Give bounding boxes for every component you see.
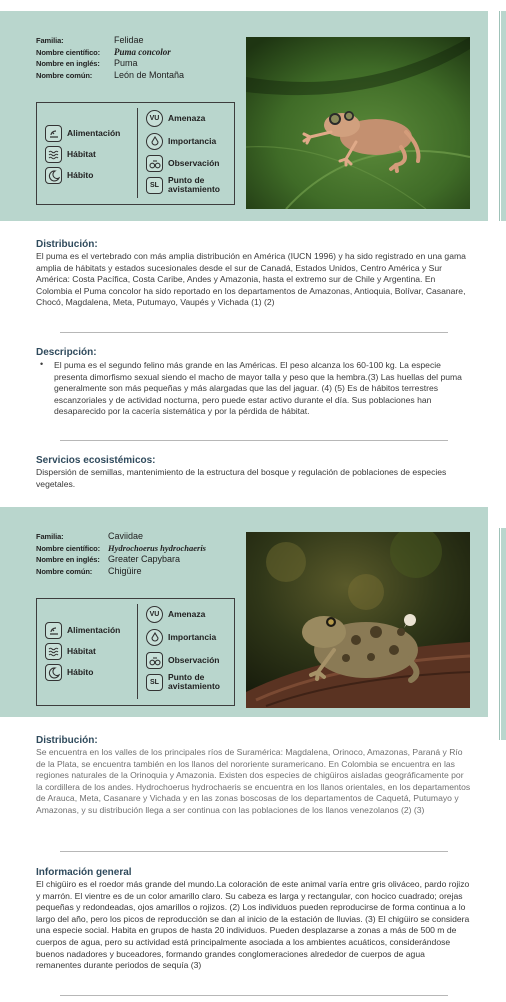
label-scientific-name-2: Nombre científico: <box>36 543 101 553</box>
divider-2 <box>60 440 448 441</box>
next-page-edge-2 <box>501 528 506 740</box>
distribution-title-2: Distribución: <box>36 735 98 746</box>
bullet-dot: • <box>40 359 44 369</box>
sighting-point-item: SL Punto de avistamiento <box>146 176 238 194</box>
label-common-name-2: Nombre común: <box>36 566 93 576</box>
threat-item: VU Amenaza <box>146 110 205 127</box>
drop-icon <box>146 629 163 646</box>
label-family: Familia: <box>36 36 64 45</box>
value-family: Felidae <box>114 35 144 45</box>
label-common-name: Nombre común: <box>36 70 93 80</box>
species-info-2 <box>36 531 246 577</box>
next-page-edge <box>501 11 506 221</box>
binoculars-icon <box>146 652 163 669</box>
value-scientific-name: Puma concolor <box>114 46 171 57</box>
drop-icon <box>146 133 163 150</box>
ecosystem-services-title: Servicios ecosistémicos: <box>36 455 156 466</box>
sighting-point-item-2: SL Punto de avistamiento <box>146 673 238 691</box>
distribution-text-2: Se encuentra en los valles de los principales ríos de Suramérica: Magdalena, Orinoco, Amazonas, Paraná y Río de la Plata, se encuentra también en los llanos del nororiente suramericano. En Colombia se encuentra en las regiones naturales de la Orinoquia y Amazonia. Existen dos especies de chigüiros aisladas geográficamente por la cordillera de los andes. Hydrochoerus hydrochaeris se encuentra en los llanos orientales, en los departamentos de Arauca, Meta, Casanare y Vichada y en las zonas boscosas de los departamentos de Caquetá, Putumayo y Amazonas, y su distribución llega a ser continua con las poblaciones de los llanos venezolanos (2) (3) <box>36 747 471 815</box>
tree-frog-photo <box>246 37 470 209</box>
distribution-title-1: Distribución: <box>36 239 98 250</box>
value-family-2: Caviidae <box>108 531 144 541</box>
general-info-text: El chigüiro es el roedor más grande del mundo.La coloración de este animal varía entre gris oliváceo, pardo rojizo y marrón. El vientre es de un color amarillo claro. Su cabeza es larga y rectangular, con hocico cuadrado; orejas pequeñas y redondeadas, ojos amarillos o rojizos. (2) Los individuos pueden reproducirse de forma continua a lo largo del año, pero los picos de reproducción se dan al inicio de la estación de lluvias. (3) El chigüiro se considera una especie social. Habita en grupos de hasta 20 individuos. Pueden desplazarse a zonas a más de 500 m de cuerpos de agua, pero su actividad está principalmente asociada a los ambientes acuáticos, considerándose buenos nadadores y buceadores, formando grandes conglomeraciones alrededor de cuerpos de agua remanentes durante periodos de sequía (3) <box>36 879 470 971</box>
spotted-frog-on-log-icon <box>246 532 470 708</box>
attributes-divider-2 <box>137 604 138 699</box>
label-english-name: Nombre en inglés: <box>36 59 100 68</box>
general-info-title: Información general <box>36 867 132 878</box>
importance-item: Importancia <box>146 133 216 150</box>
feeding-icon <box>45 622 62 639</box>
description-title: Descripción: <box>36 347 97 358</box>
habitat-item: Hábitat <box>45 146 96 163</box>
tree-frog-on-leaf-icon <box>246 37 470 209</box>
attributes-divider <box>137 108 138 198</box>
vu-threat-icon: VU <box>146 606 163 623</box>
importance-item-2: Importancia <box>146 629 216 646</box>
feeding-icon <box>45 125 62 142</box>
moon-icon <box>45 167 62 184</box>
observation-item-2: Observación <box>146 652 220 669</box>
value-common-name-2: Chigüire <box>108 565 142 576</box>
species-info-1 <box>36 35 236 81</box>
page-edge-line <box>499 11 500 221</box>
ecosystem-services-text: Dispersión de semillas, mantenimiento de la estructura del bosque y regulación de poblaciones de especies vegetales. <box>36 467 447 489</box>
habitat-waves-icon <box>45 643 62 660</box>
sl-sighting-icon: SL <box>146 674 163 691</box>
habitat-item-2: Hábitat <box>45 643 96 660</box>
label-scientific-name: Nombre científico: <box>36 47 101 57</box>
habit-item-2: Hábito <box>45 664 93 681</box>
threat-item-2: VU Amenaza <box>146 606 205 623</box>
description-text: El puma es el segundo felino más grande en las Américas. El peso alcanza los 60-100 kg. La especie presenta dimorfismo sexual siendo el macho de mayor talla y peso que la hembra.(3) Las huellas del puma generalmente son más pequeñas y más alargadas que las del jaguar. (4) (5) Es de hábitos terrestres escanzoriales y de actividad nocturna, pero puede estar activo durante el día. Sus poblaciones han desaparecido por la cacería sistemática y por la pérdida de hábitat. <box>54 360 462 417</box>
divider-1 <box>60 332 448 333</box>
divider-3 <box>60 851 448 852</box>
divider-4 <box>60 995 448 996</box>
distribution-text-1: El puma es el vertebrado con más amplia distribución en América (IUCN 1996) y ha sido registrado en una gama amplia de hábitats y estados sucesionales desde el sur de Canadá, Estados Unidos, Centro América y Sur América: Costa Pacífica, Costa Caribe, Andes y Amazonia, hasta el extremo sur de Chile y Argentina. En Colombia el Puma concolor ha sido reportado en los departamentos de Amazonas, Antioquia, Bolívar, Casanare, Chocó, Magdalena, Meta, Putumayo, Vaupés y Vichada (1) (2) <box>36 251 466 308</box>
spotted-frog-photo <box>246 532 470 708</box>
value-scientific-name-2: Hydrochoerus hydrochaeris <box>108 542 206 553</box>
binoculars-icon <box>146 155 163 172</box>
value-english-name-2: Greater Capybara <box>108 554 181 564</box>
habit-item: Hábito <box>45 167 93 184</box>
sl-sighting-icon: SL <box>146 177 163 194</box>
value-common-name: León de Montaña <box>114 69 185 80</box>
feeding-item: Alimentación <box>45 125 120 142</box>
label-english-name-2: Nombre en inglés: <box>36 555 100 564</box>
feeding-item-2: Alimentación <box>45 622 120 639</box>
value-english-name: Puma <box>114 58 138 68</box>
vu-threat-icon: VU <box>146 110 163 127</box>
habitat-waves-icon <box>45 146 62 163</box>
page-edge-line-2 <box>499 528 500 740</box>
observation-item: Observación <box>146 155 220 172</box>
label-family-2: Familia: <box>36 532 64 541</box>
moon-icon <box>45 664 62 681</box>
